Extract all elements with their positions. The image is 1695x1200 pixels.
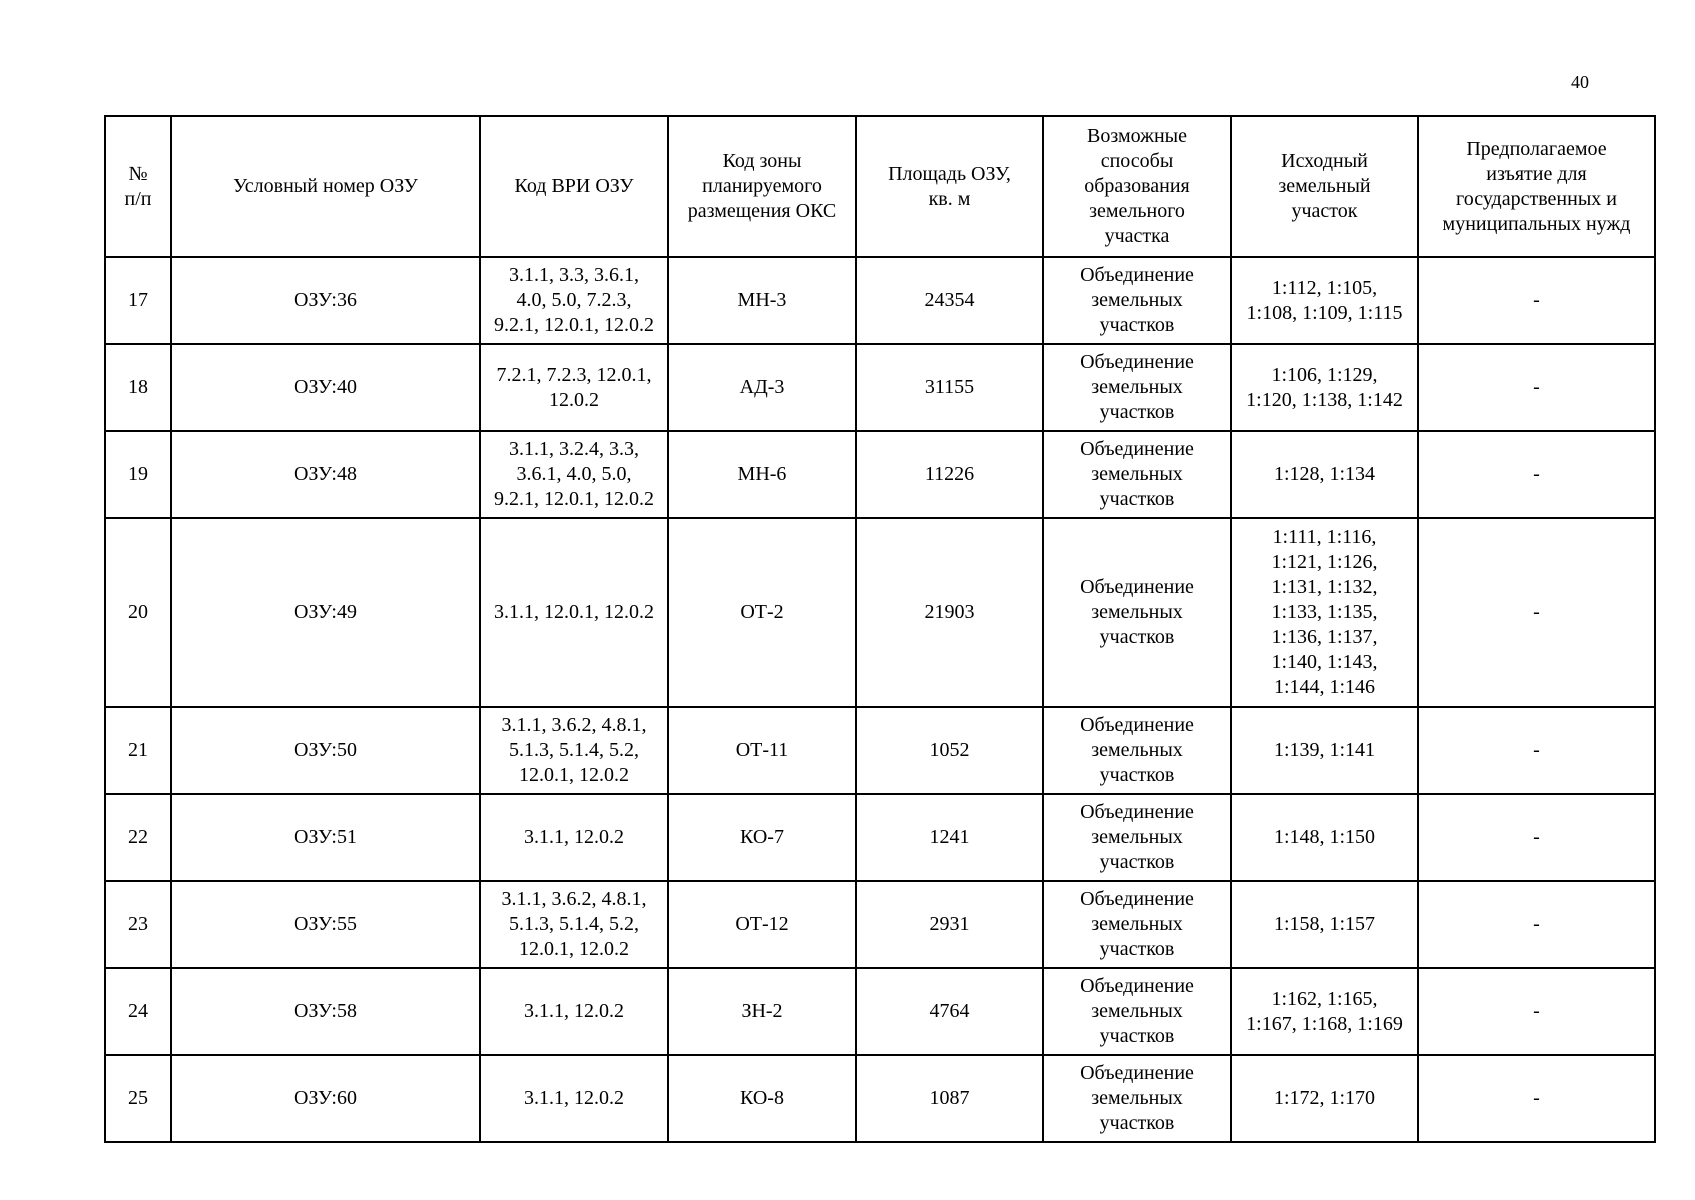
cell-source-plot: 1:172, 1:170 <box>1231 1055 1418 1142</box>
table-row <box>105 257 1655 344</box>
cell-vri-code: 7.2.1, 7.2.3, 12.0.1, 12.0.2 <box>480 344 668 431</box>
cell-ozu-number: ОЗУ:55 <box>171 881 480 968</box>
cell-source-plot: 1:111, 1:116, 1:121, 1:126, 1:131, 1:132, 1:133, 1:135, 1:136, 1:137, 1:140, 1:143, 1:144, 1:146 <box>1231 518 1418 707</box>
cell-seizure: - <box>1418 1055 1655 1142</box>
cell-ozu-number: ОЗУ:51 <box>171 794 480 881</box>
cell-area: 2931 <box>856 881 1043 968</box>
table-row <box>105 968 1655 1055</box>
cell-row-number: 22 <box>105 794 171 881</box>
cell-zone-code: МН-6 <box>668 431 856 518</box>
cell-vri-code: 3.1.1, 12.0.2 <box>480 1055 668 1142</box>
cell-zone-code: МН-3 <box>668 257 856 344</box>
cell-ozu-number: ОЗУ:48 <box>171 431 480 518</box>
header-row-number: № п/п <box>105 116 171 257</box>
cell-row-number: 19 <box>105 431 171 518</box>
cell-zone-code: АД-3 <box>668 344 856 431</box>
cell-source-plot: 1:106, 1:129, 1:120, 1:138, 1:142 <box>1231 344 1418 431</box>
cell-area: 31155 <box>856 344 1043 431</box>
cell-formation-method: Объединение земельных участков <box>1043 707 1231 794</box>
table-row <box>105 794 1655 881</box>
cell-source-plot: 1:162, 1:165, 1:167, 1:168, 1:169 <box>1231 968 1418 1055</box>
cell-source-plot: 1:148, 1:150 <box>1231 794 1418 881</box>
cell-vri-code: 3.1.1, 12.0.2 <box>480 968 668 1055</box>
cell-vri-code: 3.1.1, 3.6.2, 4.8.1, 5.1.3, 5.1.4, 5.2, 12.0.1, 12.0.2 <box>480 707 668 794</box>
table-row <box>105 1055 1655 1142</box>
cell-source-plot: 1:112, 1:105, 1:108, 1:109, 1:115 <box>1231 257 1418 344</box>
cell-row-number: 20 <box>105 518 171 707</box>
cell-row-number: 18 <box>105 344 171 431</box>
header-zone-code: Код зоны планируемого размещения ОКС <box>668 116 856 257</box>
cell-formation-method: Объединение земельных участков <box>1043 1055 1231 1142</box>
cell-ozu-number: ОЗУ:49 <box>171 518 480 707</box>
header-ozu-number: Условный номер ОЗУ <box>171 116 480 257</box>
cell-zone-code: КО-7 <box>668 794 856 881</box>
cell-seizure: - <box>1418 707 1655 794</box>
header-area: Площадь ОЗУ, кв. м <box>856 116 1043 257</box>
cell-zone-code: ЗН-2 <box>668 968 856 1055</box>
cell-area: 24354 <box>856 257 1043 344</box>
cell-area: 11226 <box>856 431 1043 518</box>
table-row <box>105 431 1655 518</box>
cell-source-plot: 1:128, 1:134 <box>1231 431 1418 518</box>
page-number: 40 <box>1571 72 1589 92</box>
cell-formation-method: Объединение земельных участков <box>1043 344 1231 431</box>
cell-area: 21903 <box>856 518 1043 707</box>
table-row <box>105 881 1655 968</box>
cell-formation-method: Объединение земельных участков <box>1043 881 1231 968</box>
cell-seizure: - <box>1418 968 1655 1055</box>
cell-area: 1241 <box>856 794 1043 881</box>
header-vri-code: Код ВРИ ОЗУ <box>480 116 668 257</box>
cell-vri-code: 3.1.1, 3.2.4, 3.3, 3.6.1, 4.0, 5.0, 9.2.1, 12.0.1, 12.0.2 <box>480 431 668 518</box>
cell-seizure: - <box>1418 344 1655 431</box>
table-row <box>105 518 1655 707</box>
cell-seizure: - <box>1418 518 1655 707</box>
cell-seizure: - <box>1418 431 1655 518</box>
header-seizure: Предполагаемое изъятие для государственных и муниципальных нужд <box>1418 116 1655 257</box>
cell-formation-method: Объединение земельных участков <box>1043 257 1231 344</box>
table-header-row <box>105 116 1655 257</box>
cell-source-plot: 1:158, 1:157 <box>1231 881 1418 968</box>
land-plots-table <box>104 115 1656 1143</box>
cell-source-plot: 1:139, 1:141 <box>1231 707 1418 794</box>
cell-row-number: 21 <box>105 707 171 794</box>
cell-ozu-number: ОЗУ:50 <box>171 707 480 794</box>
cell-seizure: - <box>1418 794 1655 881</box>
table-row <box>105 707 1655 794</box>
cell-zone-code: ОТ-2 <box>668 518 856 707</box>
cell-row-number: 17 <box>105 257 171 344</box>
cell-ozu-number: ОЗУ:58 <box>171 968 480 1055</box>
cell-vri-code: 3.1.1, 3.3, 3.6.1, 4.0, 5.0, 7.2.3, 9.2.1, 12.0.1, 12.0.2 <box>480 257 668 344</box>
cell-zone-code: ОТ-11 <box>668 707 856 794</box>
cell-zone-code: КО-8 <box>668 1055 856 1142</box>
table-row <box>105 344 1655 431</box>
cell-row-number: 24 <box>105 968 171 1055</box>
cell-formation-method: Объединение земельных участков <box>1043 518 1231 707</box>
cell-area: 4764 <box>856 968 1043 1055</box>
cell-area: 1087 <box>856 1055 1043 1142</box>
header-formation-method: Возможные способы образования земельного участка <box>1043 116 1231 257</box>
cell-ozu-number: ОЗУ:40 <box>171 344 480 431</box>
cell-area: 1052 <box>856 707 1043 794</box>
cell-formation-method: Объединение земельных участков <box>1043 794 1231 881</box>
cell-formation-method: Объединение земельных участков <box>1043 431 1231 518</box>
cell-seizure: - <box>1418 257 1655 344</box>
cell-seizure: - <box>1418 881 1655 968</box>
cell-row-number: 23 <box>105 881 171 968</box>
cell-ozu-number: ОЗУ:36 <box>171 257 480 344</box>
header-source-plot: Исходный земельный участок <box>1231 116 1418 257</box>
cell-vri-code: 3.1.1, 12.0.2 <box>480 794 668 881</box>
cell-row-number: 25 <box>105 1055 171 1142</box>
cell-formation-method: Объединение земельных участков <box>1043 968 1231 1055</box>
cell-vri-code: 3.1.1, 12.0.1, 12.0.2 <box>480 518 668 707</box>
cell-ozu-number: ОЗУ:60 <box>171 1055 480 1142</box>
cell-vri-code: 3.1.1, 3.6.2, 4.8.1, 5.1.3, 5.1.4, 5.2, 12.0.1, 12.0.2 <box>480 881 668 968</box>
cell-zone-code: ОТ-12 <box>668 881 856 968</box>
